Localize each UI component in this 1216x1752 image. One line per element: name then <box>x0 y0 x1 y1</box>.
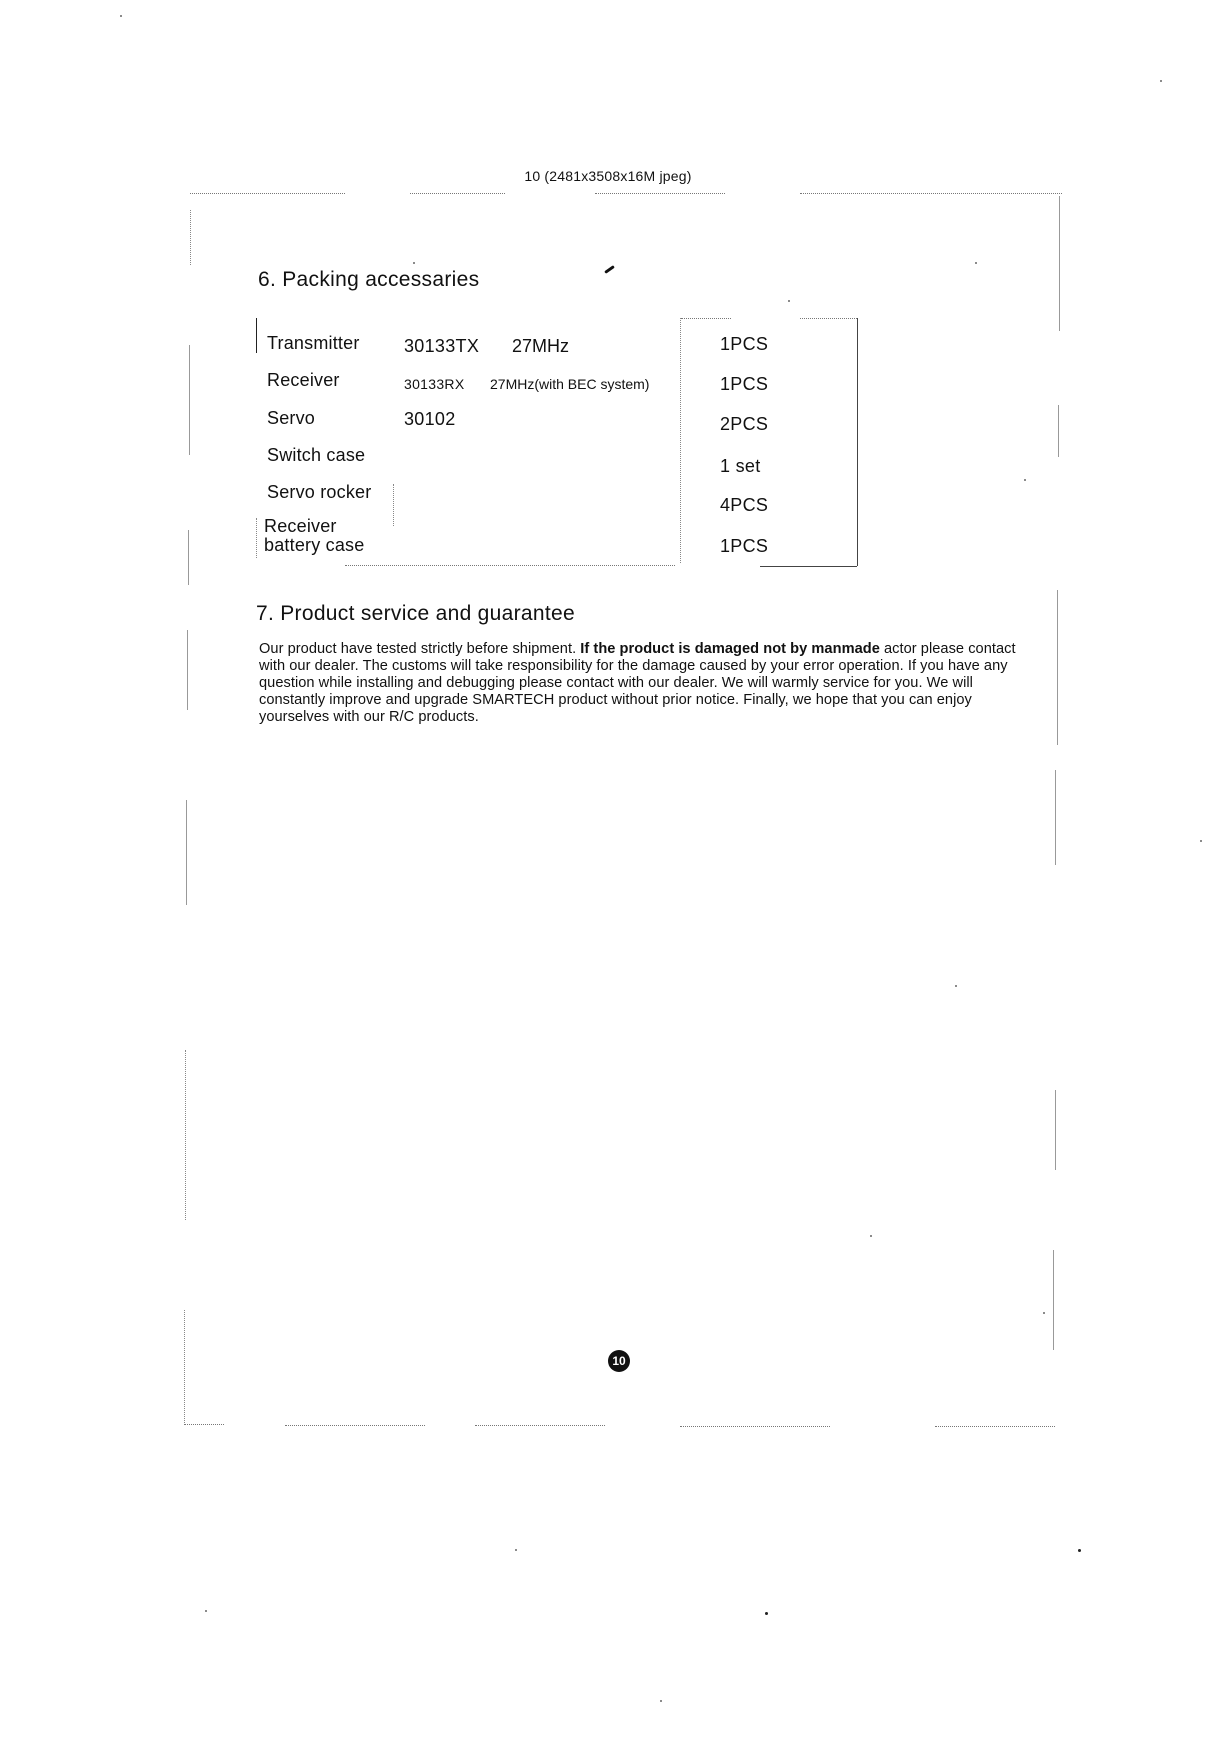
stray-mark <box>604 265 615 274</box>
frame-line <box>800 193 1062 194</box>
item-quantity: 4PCS <box>720 495 769 515</box>
speck <box>1078 1549 1081 1552</box>
frame-line <box>184 1424 224 1425</box>
table-border <box>681 318 731 319</box>
item-quantity: 1PCS <box>720 334 769 354</box>
paragraph-bold-text: If the product is damaged not by manmade <box>580 641 880 657</box>
speck <box>1160 80 1162 82</box>
speck <box>1024 479 1026 481</box>
item-name: Servo rocker <box>267 482 372 502</box>
frame-line <box>285 1425 425 1426</box>
table-border <box>256 318 257 353</box>
frame-line <box>475 1425 605 1426</box>
table-border <box>256 518 257 558</box>
frame-line <box>1053 1250 1054 1350</box>
table-border <box>680 318 681 563</box>
frame-line <box>186 800 187 905</box>
frame-line <box>1055 1090 1056 1170</box>
guarantee-paragraph <box>259 641 1019 726</box>
page-number-badge: 10 <box>608 1350 630 1372</box>
item-name: Switch case <box>267 445 366 465</box>
speck <box>955 985 957 987</box>
speck <box>788 300 790 302</box>
speck <box>205 1610 207 1612</box>
frame-line <box>935 1426 1055 1427</box>
section-title-packing: 6. Packing accessaries <box>258 268 480 291</box>
speck <box>413 262 415 264</box>
item-name-line: Receiver <box>264 516 337 536</box>
item-model: 30133RX <box>404 376 465 392</box>
item-quantity: 2PCS <box>720 414 769 434</box>
item-model: 30133TX <box>404 336 480 356</box>
speck <box>765 1612 768 1615</box>
item-quantity: 1PCS <box>720 536 769 556</box>
paragraph-text: actor please contact with our dealer. The customs will take responsibility for the damage caused by your error operation. If you have any question while installing and debugging please contact with our dealer. We will warmly service for you. We will constantly improve and upgrade SMARTECH product without prior notice. Finally, we hope that you can enjoy yourselves with our R/C products. <box>259 641 1016 725</box>
frame-line <box>410 193 505 194</box>
table-border <box>800 318 857 319</box>
frame-line <box>1058 405 1059 457</box>
speck <box>1043 1312 1045 1314</box>
frame-line <box>190 193 345 194</box>
frame-line <box>188 530 189 585</box>
table-border <box>760 566 857 567</box>
image-caption: 10 (2481x3508x16M jpeg) <box>524 168 692 184</box>
frame-line <box>189 345 190 455</box>
frame-line <box>187 630 188 710</box>
frame-line <box>680 1426 830 1427</box>
speck <box>870 1235 872 1237</box>
item-quantity: 1PCS <box>720 374 769 394</box>
item-quantity: 1 set <box>720 456 761 476</box>
paragraph-text: Our product have tested strictly before shipment. <box>259 641 581 657</box>
item-name: Transmitter <box>267 333 360 353</box>
item-name <box>264 517 364 555</box>
speck <box>120 15 122 17</box>
frame-line <box>184 1310 185 1425</box>
item-frequency: 27MHz(with BEC system) <box>490 376 650 392</box>
section-title-guarantee: 7. Product service and guarantee <box>256 602 575 625</box>
speck <box>660 1700 662 1702</box>
frame-line <box>1055 770 1056 865</box>
item-name-line: battery case <box>264 535 365 555</box>
frame-line <box>190 210 191 265</box>
table-border <box>393 484 394 526</box>
table-border <box>345 565 675 566</box>
frame-line <box>1059 196 1060 331</box>
frame-line <box>1057 590 1058 745</box>
speck <box>1200 840 1202 842</box>
frame-line <box>185 1050 186 1220</box>
item-model: 30102 <box>404 409 456 429</box>
speck <box>515 1549 517 1551</box>
table-border <box>857 318 858 566</box>
item-frequency: 27MHz <box>512 336 570 356</box>
speck <box>975 262 977 264</box>
item-name: Servo <box>267 408 316 428</box>
frame-line <box>595 193 725 194</box>
item-name: Receiver <box>267 370 340 390</box>
